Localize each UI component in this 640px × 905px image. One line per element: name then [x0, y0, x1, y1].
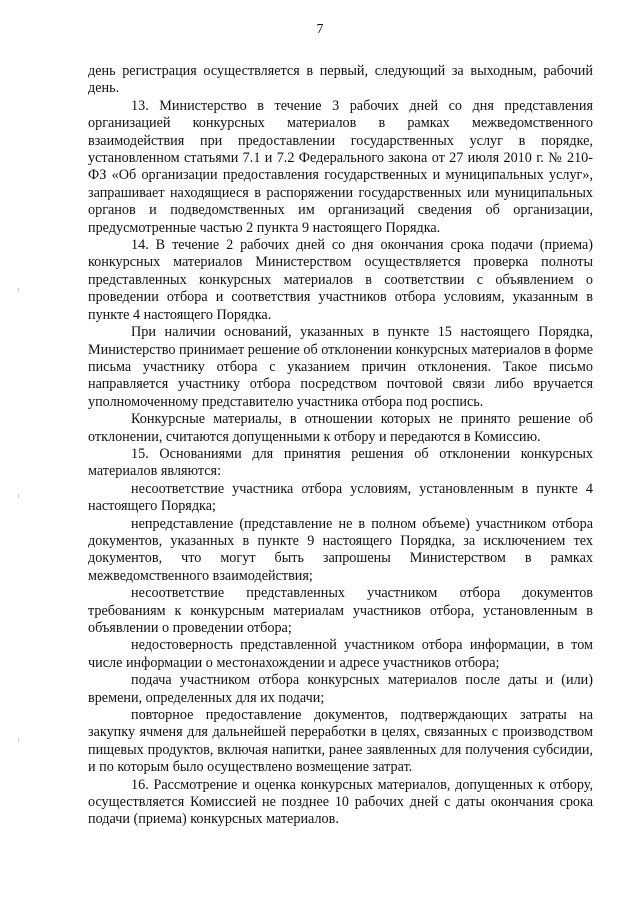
paragraph-admitted-materials: Конкурсные материалы, в отношении которых не принято решение об отклонении, считаются допущенными к отбору и передаются в Комиссию. — [88, 411, 593, 445]
list-item-ground-4: недостоверность представленной участником отбора информации, в том числе информации о местонахождении и адресе участников отбора; — [88, 637, 593, 671]
paragraph-continuation: день регистрация осуществляется в первый, следующий за выходным, рабочий день. — [88, 63, 593, 97]
document-body — [88, 63, 593, 829]
margin-mark — [18, 494, 19, 498]
list-item-ground-5: подача участником отбора конкурсных материалов после даты и (или) времени, определенных для их подачи; — [88, 672, 593, 706]
page-number: 7 — [316, 22, 324, 37]
list-item-ground-1: несоответствие участника отбора условиям, установленным в пункте 4 настоящего Порядка; — [88, 480, 593, 515]
paragraph-15: 15. Основаниями для принятия решения об отклонении конкурсных материалов являются: — [88, 445, 593, 480]
paragraph-rejection-decision: При наличии оснований, указанных в пункте 15 настоящего Порядка, Министерство принимает решение об отклонении конкурсных материалов в форме письма участнику отбора с указанием причин отклонения. Такое письмо направляется участнику отбора посредством почтовой связи либо вручается уполномоченному представителю участника отбора под роспись. — [88, 324, 593, 410]
list-item-ground-3: несоответствие представленных участником отбора документов требованиям к конкурсным материалам участников отбора, установленным в объявлении о проведении отбора; — [88, 585, 593, 636]
list-item-ground-2: непредставление (представление не в полном объеме) участником отбора документов, указанных в пункте 9 настоящего Порядка, за исключением тех документов, что могут быть запрошены Министерством в рамках межведомственного взаимодействия; — [88, 515, 593, 584]
margin-mark — [18, 738, 19, 742]
paragraph-14: 14. В течение 2 рабочих дней со дня окончания срока подачи (приема) конкурсных материалов Министерством осуществляется проверка полноты представленных конкурсных материалов в соответствии с объявлением о проведении отбора и соответствия участников отбора условиям, указанным в пункте 4 настоящего Порядка. — [88, 237, 593, 323]
list-item-ground-6: повторное предоставление документов, подтверждающих затраты на закупку ячменя для дальнейшей переработки в целях, связанных с производством пищевых продуктов, включая напитки, ранее заявленных для получения субсидии, и по которым было осуществлено возмещение затрат. — [88, 707, 593, 776]
paragraph-13: 13. Министерство в течение 3 рабочих дней со дня представления организацией конкурсных материалов в рамках межведомственного взаимодействия при предоставлении государственных услуг в порядке, установленном статьями 7.1 и 7.2 Федерального закона от 27 июля 2010 г. № 210-ФЗ «Об организации предоставления государственных и муниципальных услуг», запрашивает находящиеся в распоряжении государственных или муниципальных органов и подведомственных им организаций сведения об организации, предусмотренные частью 2 пункта 9 настоящего Порядка. — [88, 97, 593, 236]
margin-mark — [18, 288, 19, 292]
paragraph-16: 16. Рассмотрение и оценка конкурсных материалов, допущенных к отбору, осуществляется Комиссией не позднее 10 рабочих дней с даты окончания срока подачи (приема) конкурсных материалов. — [88, 776, 593, 828]
